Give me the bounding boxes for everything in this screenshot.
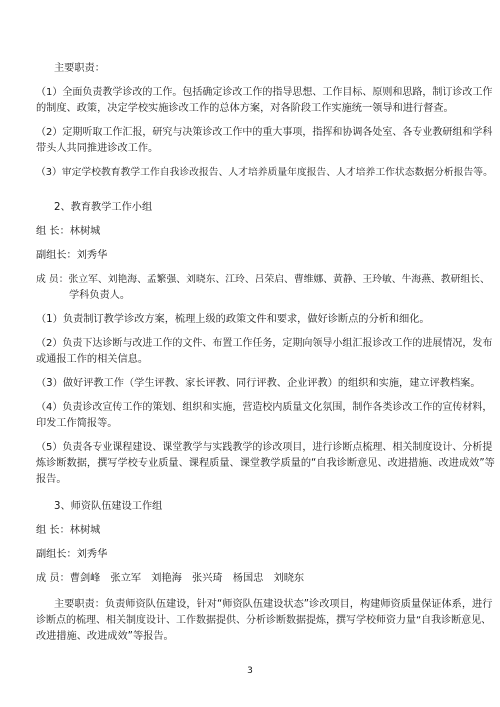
paragraph-line: （2）定期听取工作汇报，研究与决策诊改工作中的重大事项，指挥和协调各处室、各专业教研组和学科 (36, 127, 493, 138)
paragraph-line: 改进措施、改进成效”等报告。 (36, 631, 174, 642)
paragraph-line: 或通报工作的相关信息。 (36, 354, 149, 365)
paragraph-line: （2）负责下达诊断与改进工作的文件、布置工作任务，定期向领导小组汇报诊改工作的进展情况，发布 (36, 338, 493, 349)
section-label-main-duties: 主要职责： (54, 63, 105, 74)
paragraph-line: 报告。 (36, 474, 67, 485)
paragraph-line: 炼诊断数据，撰写学校专业质量、课程质量、课堂教学质量的“自我诊断意见、改进措施、改进成效”等 (36, 458, 495, 469)
page-number: 3 (247, 666, 253, 676)
deputy-leader-line: 副组长：刘秀华 (36, 549, 108, 560)
paragraph-line: （3）做好评教工作（学生评教、家长评教、同行评教、企业评教）的组织和实施，建立评教档案。 (36, 378, 481, 389)
paragraph-line: （1）全面负责教学诊改的工作。包括确定诊改工作的指导思想、工作目标、原则和思路，制订诊改工作 (36, 87, 493, 98)
members-line: 成 员：曹剑峰 张立军 刘艳海 张兴琦 杨国忠 刘晓东 (36, 573, 305, 584)
group-leader-line: 组 长：林树城 (36, 525, 101, 536)
members-line-continued: 学科负责人。 (69, 290, 131, 301)
paragraph-line: 带头人共同推进诊改工作。 (36, 143, 159, 154)
paragraph-line: （4）负责诊改宣传工作的策划、组织和实施，营造校内质量文化氛围，制作各类诊改工作的宣传材料， (36, 402, 493, 413)
paragraph-line: 诊断点的梳理、相关制度设计、工作数据提供、分析诊断数据提炼，撰写学校师资力量“自我诊断意见、 (36, 615, 492, 626)
paragraph-line: 主要职责：负责师资队伍建设，针对“师资队伍建设状态”诊改项目，构建师资质量保证体系，进行 (54, 599, 493, 610)
paragraph-line: （3）审定学校教育教学工作自我诊改报告、人才培养质量年度报告、人才培养工作状态数据分析报告等。 (36, 167, 493, 178)
paragraph-line: （1）负责制订教学诊改方案，梳理上级的政策文件和要求，做好诊断点的分析和细化。 (36, 314, 430, 325)
members-line: 成 员：张立军、刘艳海、孟繁强、刘晓东、江玲、吕荣启、曹维娜、黄静、王玲敏、牛海燕、教研组长、 (36, 274, 490, 285)
paragraph-line: 的制度、政策，决定学校实施诊改工作的总体方案，对各阶段工作实施统一领导和进行督查。 (36, 103, 454, 114)
paragraph-line: （5）负责各专业课程建设、课堂教学与实践教学的诊改项目，进行诊断点梳理、相关制度设计、分析提 (36, 442, 493, 453)
paragraph-line: 印发工作简报等。 (36, 418, 118, 429)
deputy-leader-line: 副组长：刘秀华 (36, 250, 108, 261)
section-heading: 3、师资队伍建设工作组 (54, 501, 163, 512)
group-leader-line: 组 长：林树城 (36, 226, 101, 237)
section-heading: 2、教育教学工作小组 (54, 202, 153, 213)
